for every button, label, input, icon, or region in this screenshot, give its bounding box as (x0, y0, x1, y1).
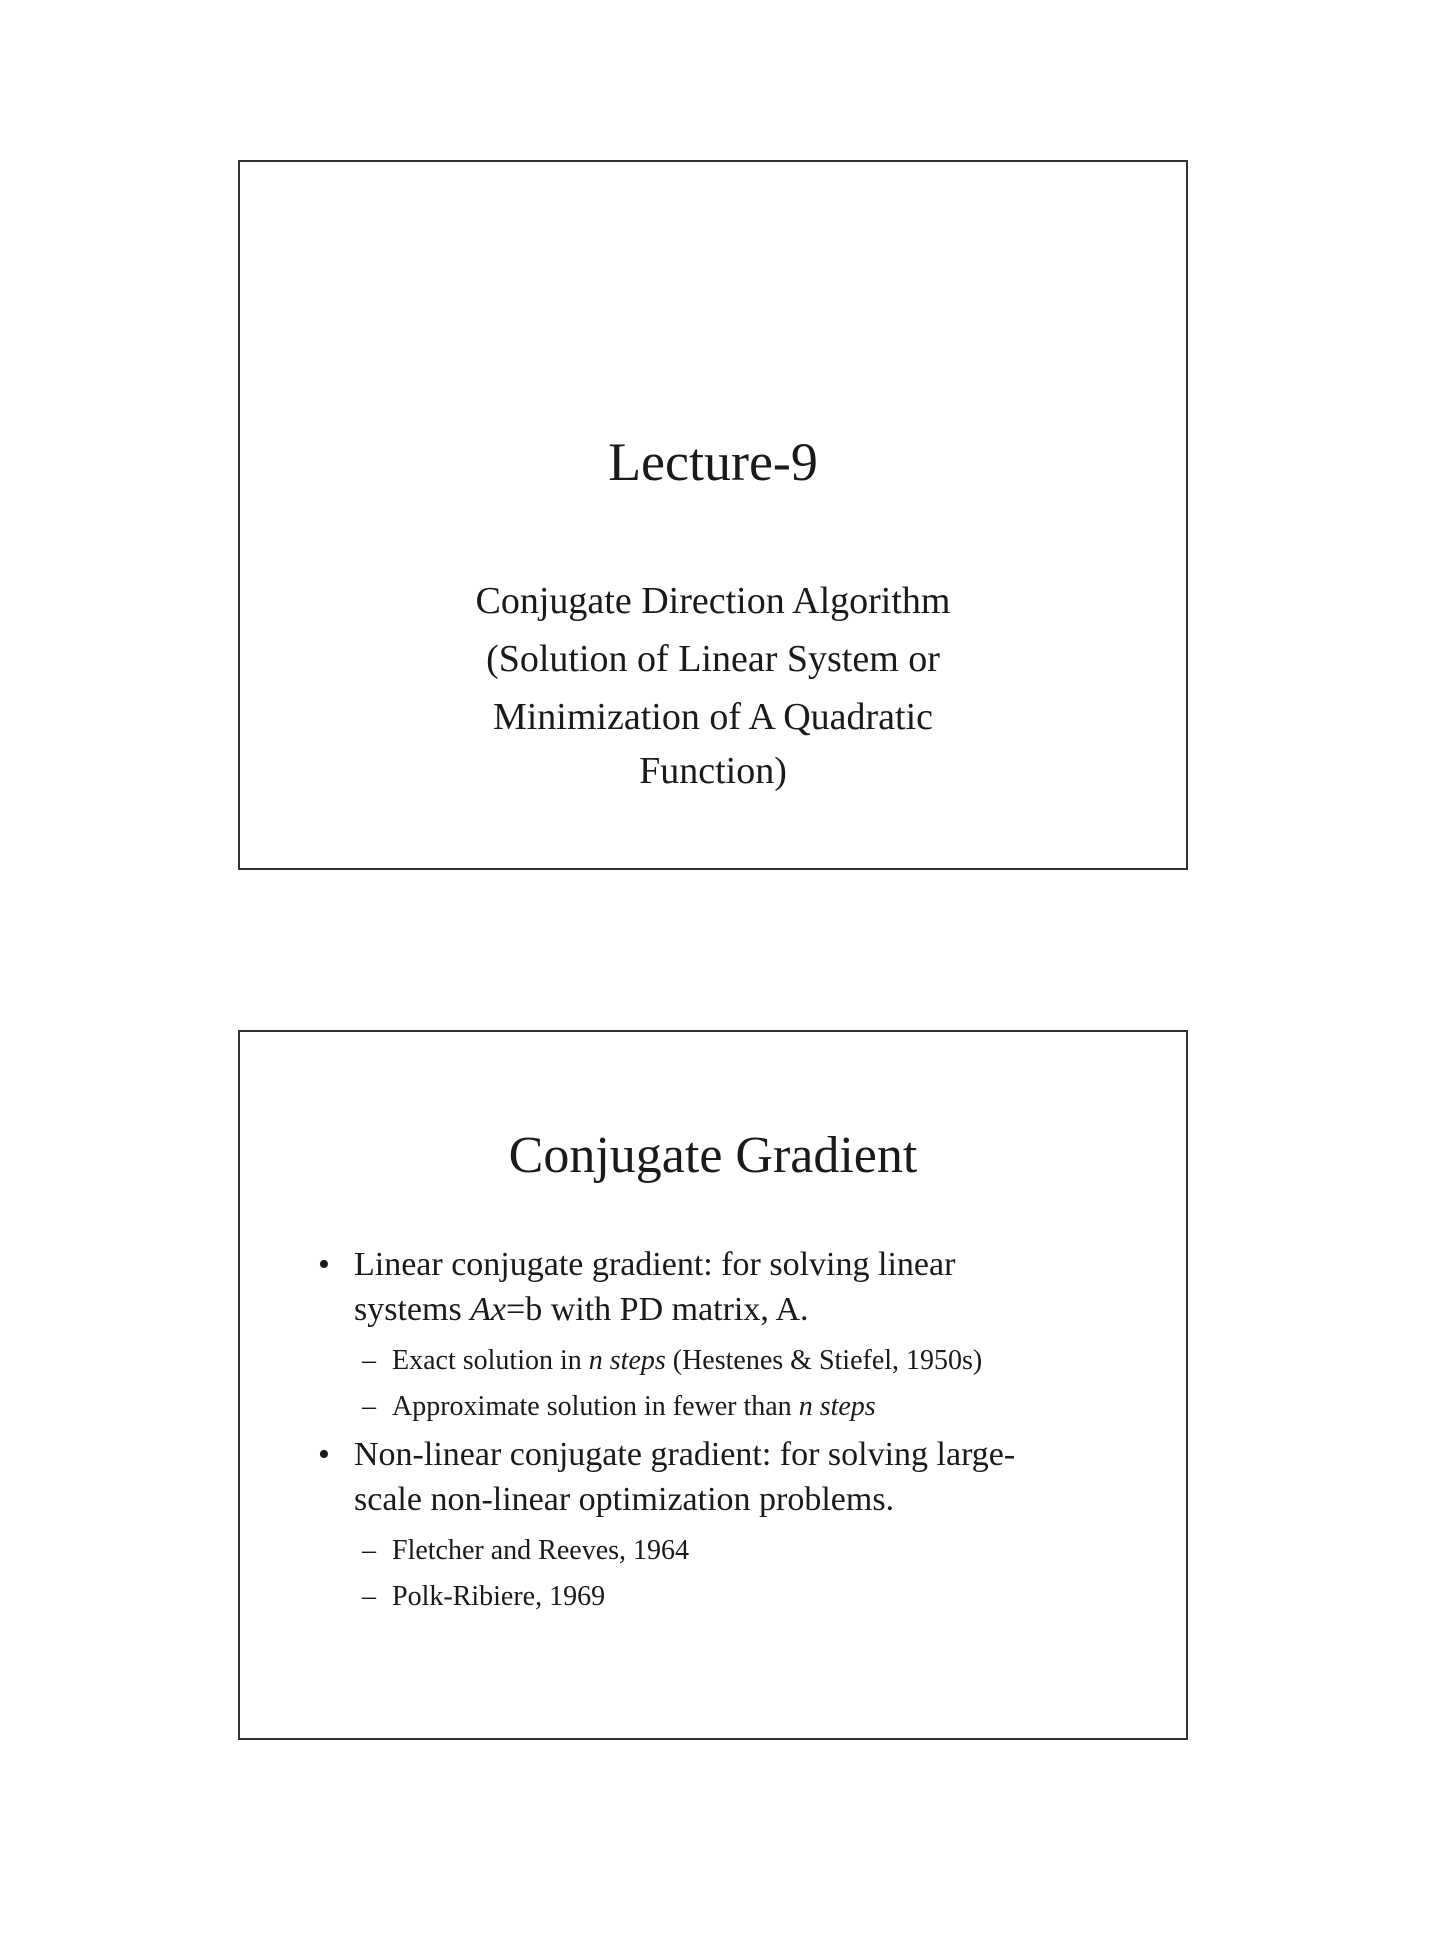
italic-span: n steps (588, 1345, 666, 1376)
bullet-text-line: Non-linear conjugate gradient: for solving large- (354, 1436, 1016, 1473)
italic-span: n steps (798, 1391, 876, 1422)
math-span: Ax (470, 1291, 507, 1328)
sub-bullet-item (318, 1528, 1138, 1574)
text-span: Approximate solution in fewer than (392, 1391, 799, 1422)
dash-glyph: – (362, 1345, 376, 1376)
sub-bullet-list (318, 1528, 1138, 1620)
bullet-item-nonlinear (318, 1432, 1138, 1522)
slide-conjugate-gradient (238, 1030, 1188, 1740)
bullet-text-line (354, 1287, 1138, 1332)
sub-bullet-item (318, 1574, 1138, 1620)
subtitle-line: Conjugate Direction Algorithm (475, 580, 951, 622)
sub-bullet-item (318, 1338, 1138, 1384)
slide-title: Lecture-9 (608, 432, 818, 492)
bullet-text-line: scale non-linear optimization problems. (354, 1481, 895, 1518)
subtitle-line: (Solution of Linear System or (486, 638, 940, 680)
text-span: =b with PD matrix, A. (506, 1291, 809, 1328)
subtitle-line: Minimization of A Quadratic (492, 696, 934, 738)
slide-lecture-title (238, 160, 1188, 870)
bullet-glyph: • (318, 1246, 330, 1283)
text-span: Polk-Ribiere, 1969 (392, 1581, 606, 1612)
bullet-glyph: • (318, 1436, 330, 1473)
sub-bullet-item (318, 1384, 1138, 1430)
text-span: Exact solution in (392, 1345, 589, 1376)
dash-glyph: – (362, 1391, 376, 1422)
bullet-item-linear (318, 1242, 1138, 1332)
sub-bullet-list (318, 1338, 1138, 1430)
dash-glyph: – (362, 1581, 376, 1612)
dash-glyph: – (362, 1535, 376, 1566)
slide-title: Conjugate Gradient (508, 1127, 918, 1184)
slide-subtitle (240, 572, 1186, 796)
text-span: Fletcher and Reeves, 1964 (392, 1535, 690, 1566)
text-span: systems (354, 1291, 471, 1328)
bullet-text-line: Linear conjugate gradient: for solving linear (354, 1246, 956, 1283)
bullet-list (318, 1242, 1138, 1622)
text-span: (Hestenes & Stiefel, 1950s) (665, 1345, 983, 1376)
subtitle-line: Function) (639, 750, 787, 792)
